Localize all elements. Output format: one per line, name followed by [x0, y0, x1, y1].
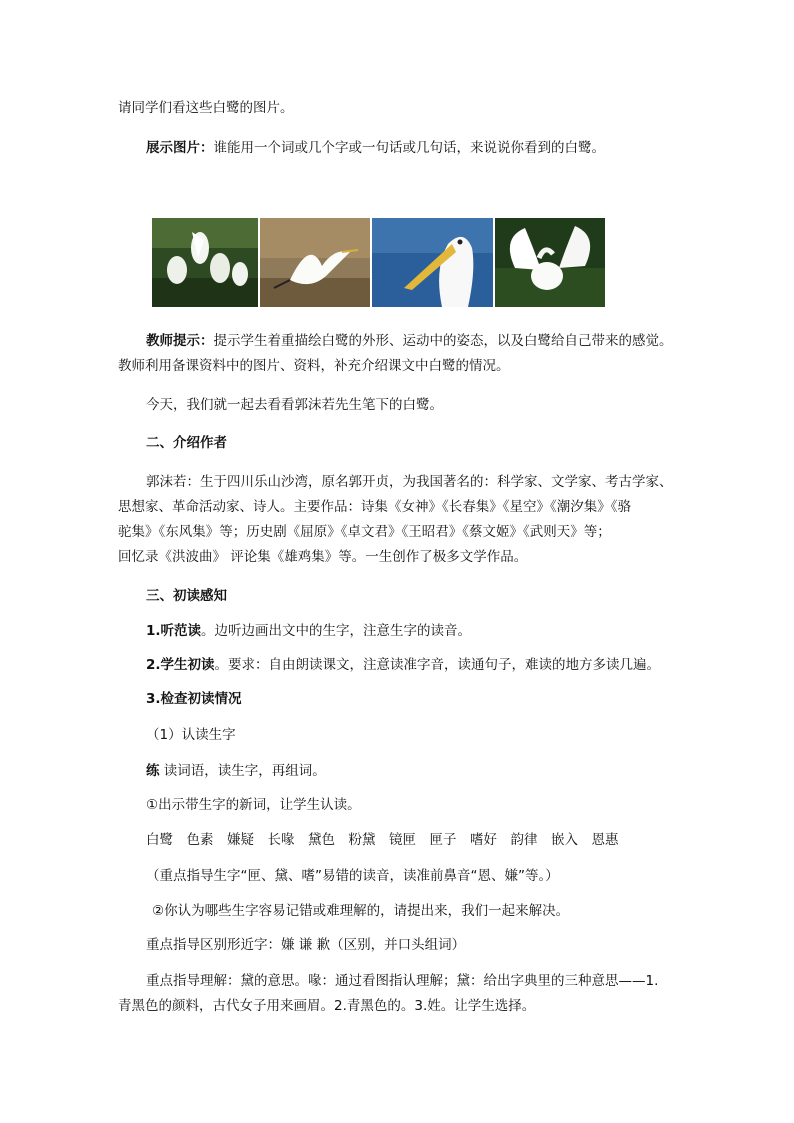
- student-read-text: 。要求：自由朗读课文，注意读准字音，读通句子，难读的地方多读几遍。: [214, 657, 661, 673]
- section2-heading: 二、介绍作者: [146, 435, 227, 451]
- show-pictures-text: 谁能用一个词或几个字或一句话或几句话，来说说你看到的白鹭。: [213, 140, 605, 156]
- check-reading-heading: 3.检查初读情况: [146, 691, 242, 707]
- understanding-line1: 重点指导理解：黛的意思。喙：通过看图指认理解；黛：给出字典里的三种意思——1.: [146, 973, 659, 989]
- pronunciation-note: （重点指导生字“匣、黛、嗜”易错的读音，读准前鼻音“恩、嫌”等。）: [146, 868, 559, 884]
- step1-line: ①出示带生字的新词，让学生认读。: [146, 797, 361, 813]
- listen-text: 。边听边画出文中的生字，注意生字的读音。: [201, 623, 472, 639]
- egret-photo-2: [260, 218, 370, 307]
- egret-photo-3: [372, 218, 493, 307]
- teacher-tip-line1: [146, 332, 673, 350]
- egret-photo-4: [495, 218, 605, 307]
- student-read-label: 2.学生初读: [146, 657, 215, 673]
- student-read-item: [146, 656, 660, 674]
- similar-chars-line: 重点指导区别形近字：嫌 谦 歉（区别，并口头组词）: [146, 937, 466, 953]
- step2-line: ②你认为哪些生字容易记错或难理解的，请提出来，我们一起来解决。: [152, 903, 570, 919]
- practice-char: 练: [146, 763, 160, 779]
- author-line4: 回忆录《洪波曲》 评论集《雄鸡集》等。一生创作了极多文学作品。: [118, 549, 528, 565]
- understanding-line2: 青黑色的颜料，古代女子用来画眉。2.青黑色的。3.姓。让学生选择。: [118, 998, 536, 1014]
- listen-item: [146, 622, 471, 640]
- today-paragraph: 今天，我们就一起去看看郭沫若先生笔下的白鹭。: [146, 397, 443, 413]
- show-pictures-label: 展示图片：: [146, 140, 214, 156]
- recognize-chars-subheading: （1）认读生字: [146, 727, 236, 743]
- listen-label: 1.听范读: [146, 623, 202, 639]
- practice-line: [146, 762, 326, 780]
- author-line1: 郭沫若：生于四川乐山沙湾，原名郭开贞，为我国著名的：科学家、文学家、考古学家、: [146, 474, 673, 490]
- teacher-tip-text: 提示学生着重描绘白鹭的外形、运动中的姿态，以及白鹭给自己带来的感觉。: [213, 333, 673, 349]
- teacher-tip-line2: 教师利用备课资料中的图片、资料，补充介绍课文中白鹭的情况。: [118, 358, 510, 374]
- practice-text: 读词语，读生字，再组词。: [159, 763, 326, 779]
- author-line2: 思想家、革命活动家、诗人。主要作品：诗集《女神》《长春集》《星空》《潮汐集》《骆: [118, 499, 631, 515]
- egret-photo-1: [152, 218, 258, 307]
- new-words-line: 白鹭 色素 嫌疑 长喙 黛色 粉黛 镜匣 匣子 嗜好 韵律 嵌入 恩惠: [146, 832, 619, 848]
- author-line3: 驼集》《东风集》等；历史剧《屈原》《卓文君》《王昭君》《蔡文姬》《武则天》等；: [118, 524, 611, 540]
- teacher-tip-label: 教师提示：: [146, 333, 214, 349]
- intro-paragraph: 请同学们看这些白鹭的图片。: [118, 100, 294, 116]
- section3-heading: 三、初读感知: [146, 588, 227, 604]
- show-pictures-paragraph: [146, 139, 605, 157]
